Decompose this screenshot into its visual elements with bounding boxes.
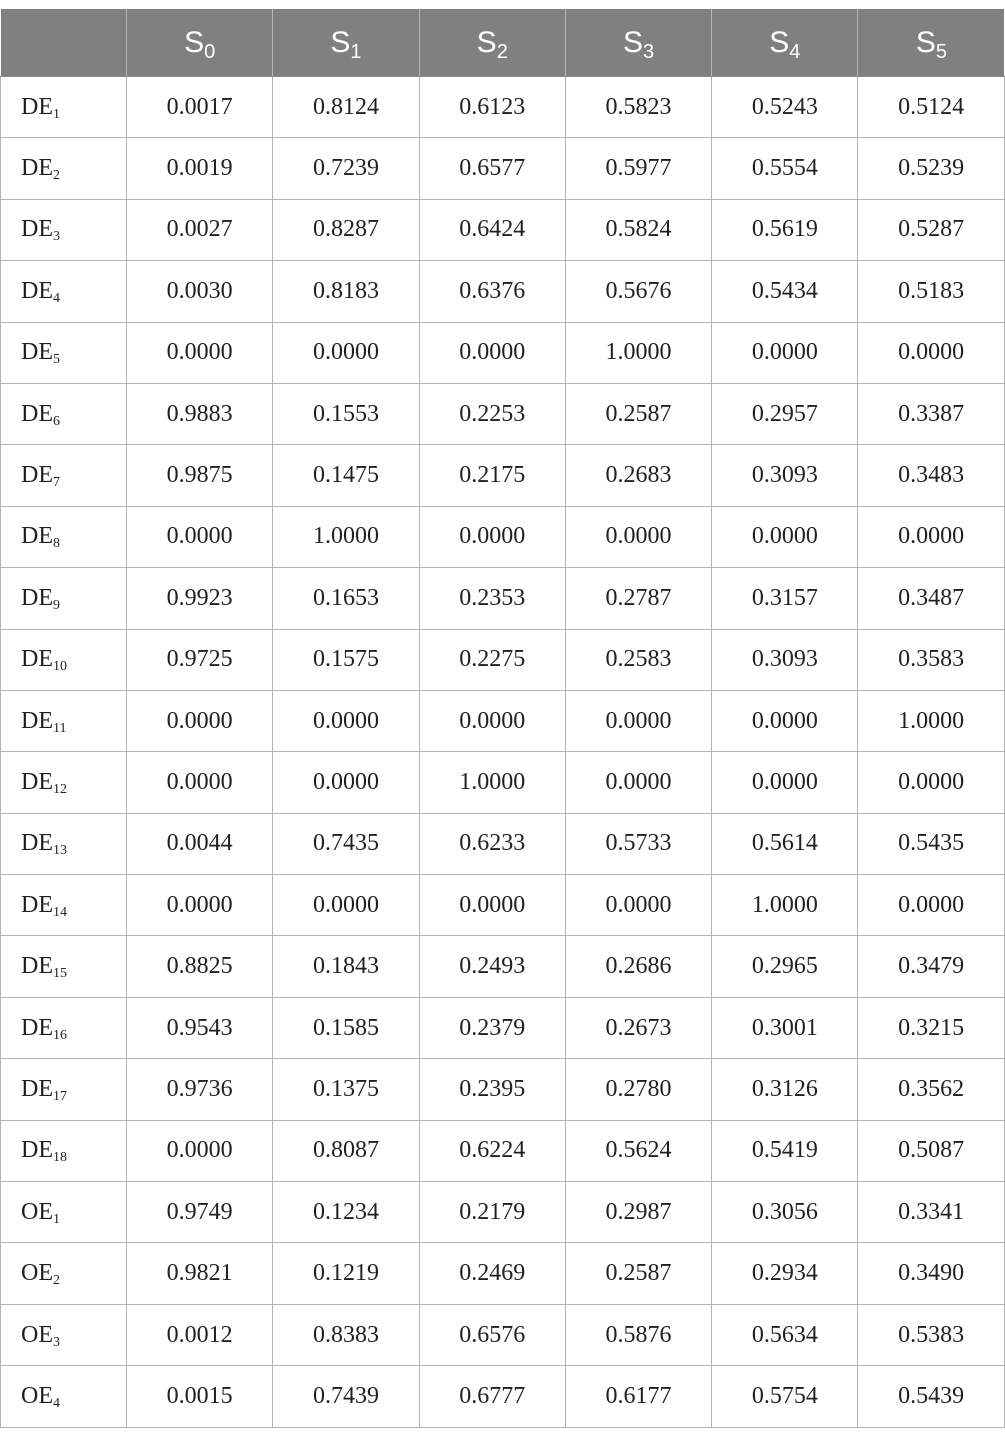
column-header-base: S — [915, 25, 936, 59]
table-row — [1, 322, 1005, 383]
table-row — [1, 629, 1005, 690]
value-cell: 0.5243 — [712, 77, 858, 138]
column-header — [273, 9, 419, 77]
value-cell: 0.0000 — [858, 506, 1004, 567]
value-cell: 1.0000 — [273, 506, 419, 567]
value-cell: 0.0027 — [127, 199, 273, 260]
value-cell: 0.0000 — [419, 875, 565, 936]
value-cell: 0.1234 — [273, 1182, 419, 1243]
row-label-cell — [1, 1304, 127, 1365]
row-label-cell — [1, 199, 127, 260]
value-cell: 0.0000 — [273, 322, 419, 383]
value-cell: 0.5619 — [712, 199, 858, 260]
value-cell: 0.5087 — [858, 1120, 1004, 1181]
value-cell: 0.0000 — [127, 690, 273, 751]
row-label-cell — [1, 1059, 127, 1120]
row-label-base: DE — [21, 830, 53, 857]
value-cell: 0.0019 — [127, 138, 273, 199]
value-cell: 0.9883 — [127, 383, 273, 444]
value-cell: 0.5183 — [858, 261, 1004, 322]
value-cell: 0.3487 — [858, 568, 1004, 629]
row-label-subscript: 4 — [53, 1395, 60, 1411]
value-cell: 0.5554 — [712, 138, 858, 199]
value-cell: 1.0000 — [419, 752, 565, 813]
row-label-cell — [1, 875, 127, 936]
value-cell: 0.3126 — [712, 1059, 858, 1120]
row-label-cell — [1, 506, 127, 567]
row-label-cell — [1, 752, 127, 813]
column-header — [858, 9, 1004, 77]
value-cell: 0.9821 — [127, 1243, 273, 1304]
value-cell: 0.5977 — [565, 138, 711, 199]
value-cell: 0.3056 — [712, 1182, 858, 1243]
row-label-cell — [1, 77, 127, 138]
column-header-subscript: 3 — [642, 40, 655, 63]
value-cell: 0.2493 — [419, 936, 565, 997]
value-cell: 0.2275 — [419, 629, 565, 690]
value-cell: 0.9923 — [127, 568, 273, 629]
row-label-cell — [1, 568, 127, 629]
row-label-subscript: 11 — [53, 720, 67, 736]
table-row — [1, 1059, 1005, 1120]
value-cell: 0.2587 — [565, 383, 711, 444]
row-label-base: DE — [21, 891, 53, 918]
row-label-subscript: 8 — [53, 536, 60, 552]
value-cell: 1.0000 — [858, 690, 1004, 751]
column-header — [565, 9, 711, 77]
value-cell: 0.0017 — [127, 77, 273, 138]
value-cell: 0.2587 — [565, 1243, 711, 1304]
value-cell: 0.5434 — [712, 261, 858, 322]
value-cell: 0.2379 — [419, 997, 565, 1058]
value-cell: 0.0000 — [712, 690, 858, 751]
value-cell: 0.2353 — [419, 568, 565, 629]
row-label-cell — [1, 1120, 127, 1181]
value-cell: 0.5876 — [565, 1304, 711, 1365]
value-cell: 0.3583 — [858, 629, 1004, 690]
table-row — [1, 506, 1005, 567]
row-label-subscript: 1 — [53, 106, 60, 122]
value-cell: 0.6576 — [419, 1304, 565, 1365]
row-label-subscript: 17 — [53, 1088, 67, 1104]
value-cell: 0.1553 — [273, 383, 419, 444]
row-label-subscript: 14 — [53, 904, 67, 920]
row-label-base: DE — [21, 93, 53, 120]
row-label-subscript: 3 — [53, 1334, 60, 1350]
table-row — [1, 1120, 1005, 1181]
value-cell: 0.0000 — [127, 875, 273, 936]
value-cell: 0.6224 — [419, 1120, 565, 1181]
value-cell: 0.0000 — [565, 752, 711, 813]
row-label-cell — [1, 936, 127, 997]
value-cell: 0.0000 — [419, 322, 565, 383]
row-label-base: DE — [21, 707, 53, 734]
row-label-subscript: 6 — [53, 413, 60, 429]
table-row — [1, 936, 1005, 997]
value-cell: 0.5824 — [565, 199, 711, 260]
column-header-subscript: 4 — [789, 40, 801, 63]
value-cell: 0.5823 — [565, 77, 711, 138]
value-cell: 0.9749 — [127, 1182, 273, 1243]
value-cell: 0.5733 — [565, 813, 711, 874]
value-cell: 0.0000 — [712, 506, 858, 567]
value-cell: 0.2395 — [419, 1059, 565, 1120]
table-header — [1, 9, 1005, 77]
row-label-base: DE — [21, 1137, 53, 1164]
value-cell: 0.6123 — [419, 77, 565, 138]
row-label-base: DE — [21, 584, 53, 611]
value-cell: 0.6424 — [419, 199, 565, 260]
value-cell: 0.2686 — [565, 936, 711, 997]
table-row — [1, 813, 1005, 874]
table-row — [1, 383, 1005, 444]
table-row — [1, 1304, 1005, 1365]
column-header — [127, 9, 273, 77]
value-cell: 0.0000 — [127, 506, 273, 567]
value-cell: 0.2957 — [712, 383, 858, 444]
value-cell: 0.1575 — [273, 629, 419, 690]
value-cell: 0.2780 — [565, 1059, 711, 1120]
value-cell: 0.2253 — [419, 383, 565, 444]
value-cell: 0.7435 — [273, 813, 419, 874]
row-label-base: DE — [21, 523, 53, 550]
value-cell: 0.5287 — [858, 199, 1004, 260]
value-cell: 0.0000 — [419, 690, 565, 751]
row-label-subscript: 10 — [53, 659, 67, 675]
column-header-subscript: 2 — [496, 40, 508, 63]
row-label-subscript: 2 — [53, 168, 60, 184]
table-row — [1, 875, 1005, 936]
value-cell: 0.2583 — [565, 629, 711, 690]
row-label-base: DE — [21, 646, 53, 673]
row-label-base: DE — [21, 953, 53, 980]
value-cell: 0.5124 — [858, 77, 1004, 138]
data-table — [0, 9, 1005, 1428]
value-cell: 0.5634 — [712, 1304, 858, 1365]
value-cell: 0.5239 — [858, 138, 1004, 199]
value-cell: 0.2683 — [565, 445, 711, 506]
value-cell: 0.0000 — [127, 322, 273, 383]
header-row — [1, 9, 1005, 77]
value-cell: 0.0000 — [273, 875, 419, 936]
value-cell: 0.7239 — [273, 138, 419, 199]
row-label-subscript: 15 — [53, 966, 67, 982]
value-cell: 0.2934 — [712, 1243, 858, 1304]
row-label-subscript: 1 — [53, 1211, 60, 1227]
value-cell: 0.1475 — [273, 445, 419, 506]
value-cell: 1.0000 — [565, 322, 711, 383]
value-cell: 0.3341 — [858, 1182, 1004, 1243]
row-label-subscript: 9 — [53, 597, 60, 613]
row-label-base: DE — [21, 155, 53, 182]
row-label-base: DE — [21, 277, 53, 304]
value-cell: 0.2469 — [419, 1243, 565, 1304]
value-cell: 0.5624 — [565, 1120, 711, 1181]
value-cell: 0.1219 — [273, 1243, 419, 1304]
row-label-base: OE — [21, 1260, 53, 1287]
table-row — [1, 199, 1005, 260]
value-cell: 0.0000 — [858, 752, 1004, 813]
value-cell: 0.3387 — [858, 383, 1004, 444]
row-label-base: OE — [21, 1198, 53, 1225]
header-corner-cell — [1, 9, 127, 77]
row-label-base: DE — [21, 339, 53, 366]
value-cell: 0.0000 — [565, 506, 711, 567]
table-row — [1, 997, 1005, 1058]
value-cell: 0.0044 — [127, 813, 273, 874]
table-row — [1, 690, 1005, 751]
value-cell: 0.3490 — [858, 1243, 1004, 1304]
value-cell: 0.5383 — [858, 1304, 1004, 1365]
value-cell: 0.6177 — [565, 1366, 711, 1427]
value-cell: 0.1843 — [273, 936, 419, 997]
value-cell: 0.5419 — [712, 1120, 858, 1181]
row-label-cell — [1, 445, 127, 506]
row-label-subscript: 12 — [53, 781, 67, 797]
row-label-cell — [1, 1366, 127, 1427]
value-cell: 0.3001 — [712, 997, 858, 1058]
value-cell: 0.0000 — [858, 322, 1004, 383]
row-label-subscript: 2 — [53, 1273, 60, 1289]
value-cell: 0.8124 — [273, 77, 419, 138]
value-cell: 0.1585 — [273, 997, 419, 1058]
column-header-base: S — [184, 25, 205, 59]
value-cell: 0.3093 — [712, 445, 858, 506]
row-label-base: DE — [21, 216, 53, 243]
value-cell: 0.0000 — [565, 690, 711, 751]
value-cell: 0.1375 — [273, 1059, 419, 1120]
value-cell: 0.3483 — [858, 445, 1004, 506]
value-cell: 0.3093 — [712, 629, 858, 690]
table-row — [1, 1243, 1005, 1304]
row-label-subscript: 18 — [53, 1150, 67, 1166]
row-label-subscript: 4 — [53, 290, 60, 306]
value-cell: 0.0012 — [127, 1304, 273, 1365]
value-cell: 0.0000 — [127, 752, 273, 813]
table-row — [1, 138, 1005, 199]
row-label-subscript: 13 — [53, 843, 67, 859]
row-label-cell — [1, 138, 127, 199]
table-row — [1, 445, 1005, 506]
value-cell: 0.2787 — [565, 568, 711, 629]
value-cell: 0.9875 — [127, 445, 273, 506]
value-cell: 0.3157 — [712, 568, 858, 629]
row-label-subscript: 16 — [53, 1027, 67, 1043]
value-cell: 0.5439 — [858, 1366, 1004, 1427]
table-row — [1, 752, 1005, 813]
value-cell: 0.0000 — [858, 875, 1004, 936]
value-cell: 0.0000 — [273, 752, 419, 813]
table-row — [1, 568, 1005, 629]
value-cell: 0.2965 — [712, 936, 858, 997]
value-cell: 0.6233 — [419, 813, 565, 874]
column-header-base: S — [330, 25, 351, 59]
row-label-base: DE — [21, 400, 53, 427]
row-label-cell — [1, 997, 127, 1058]
column-header — [712, 9, 858, 77]
value-cell: 0.7439 — [273, 1366, 419, 1427]
value-cell: 0.3215 — [858, 997, 1004, 1058]
row-label-cell — [1, 1182, 127, 1243]
value-cell: 0.6777 — [419, 1366, 565, 1427]
row-label-base: DE — [21, 462, 53, 489]
row-label-cell — [1, 383, 127, 444]
value-cell: 0.0000 — [712, 752, 858, 813]
column-header-base: S — [622, 25, 643, 59]
column-header-subscript: 0 — [204, 40, 216, 63]
table-body — [1, 77, 1005, 1428]
value-cell: 0.0000 — [565, 875, 711, 936]
data-table-container — [0, 9, 1004, 1428]
value-cell: 0.0015 — [127, 1366, 273, 1427]
table-row — [1, 77, 1005, 138]
value-cell: 0.5614 — [712, 813, 858, 874]
value-cell: 0.8287 — [273, 199, 419, 260]
value-cell: 0.3479 — [858, 936, 1004, 997]
value-cell: 0.8825 — [127, 936, 273, 997]
value-cell: 0.9543 — [127, 997, 273, 1058]
value-cell: 0.6376 — [419, 261, 565, 322]
row-label-cell — [1, 813, 127, 874]
value-cell: 0.0000 — [419, 506, 565, 567]
row-label-subscript: 5 — [53, 352, 60, 368]
row-label-cell — [1, 1243, 127, 1304]
row-label-cell — [1, 690, 127, 751]
value-cell: 0.2673 — [565, 997, 711, 1058]
value-cell: 0.9725 — [127, 629, 273, 690]
column-header-subscript: 1 — [350, 40, 362, 63]
value-cell: 0.9736 — [127, 1059, 273, 1120]
value-cell: 0.3562 — [858, 1059, 1004, 1120]
value-cell: 1.0000 — [712, 875, 858, 936]
row-label-base: OE — [21, 1382, 53, 1409]
row-label-subscript: 7 — [53, 475, 60, 491]
table-row — [1, 261, 1005, 322]
value-cell: 0.1653 — [273, 568, 419, 629]
row-label-cell — [1, 322, 127, 383]
row-label-base: OE — [21, 1321, 53, 1348]
value-cell: 0.5435 — [858, 813, 1004, 874]
value-cell: 0.0000 — [273, 690, 419, 751]
value-cell: 0.8383 — [273, 1304, 419, 1365]
value-cell: 0.2175 — [419, 445, 565, 506]
value-cell: 0.0030 — [127, 261, 273, 322]
row-label-cell — [1, 261, 127, 322]
value-cell: 0.2179 — [419, 1182, 565, 1243]
row-label-base: DE — [21, 768, 53, 795]
value-cell: 0.8087 — [273, 1120, 419, 1181]
table-row — [1, 1366, 1005, 1427]
column-header — [419, 9, 565, 77]
value-cell: 0.6577 — [419, 138, 565, 199]
row-label-subscript: 3 — [53, 229, 60, 245]
value-cell: 0.0000 — [127, 1120, 273, 1181]
value-cell: 0.2987 — [565, 1182, 711, 1243]
value-cell: 0.5676 — [565, 261, 711, 322]
table-row — [1, 1182, 1005, 1243]
value-cell: 0.0000 — [712, 322, 858, 383]
value-cell: 0.5754 — [712, 1366, 858, 1427]
column-header-base: S — [476, 25, 497, 59]
value-cell: 0.8183 — [273, 261, 419, 322]
column-header-subscript: 5 — [935, 40, 947, 63]
row-label-cell — [1, 629, 127, 690]
column-header-base: S — [769, 25, 790, 59]
row-label-base: DE — [21, 1075, 53, 1102]
row-label-base: DE — [21, 1014, 53, 1041]
